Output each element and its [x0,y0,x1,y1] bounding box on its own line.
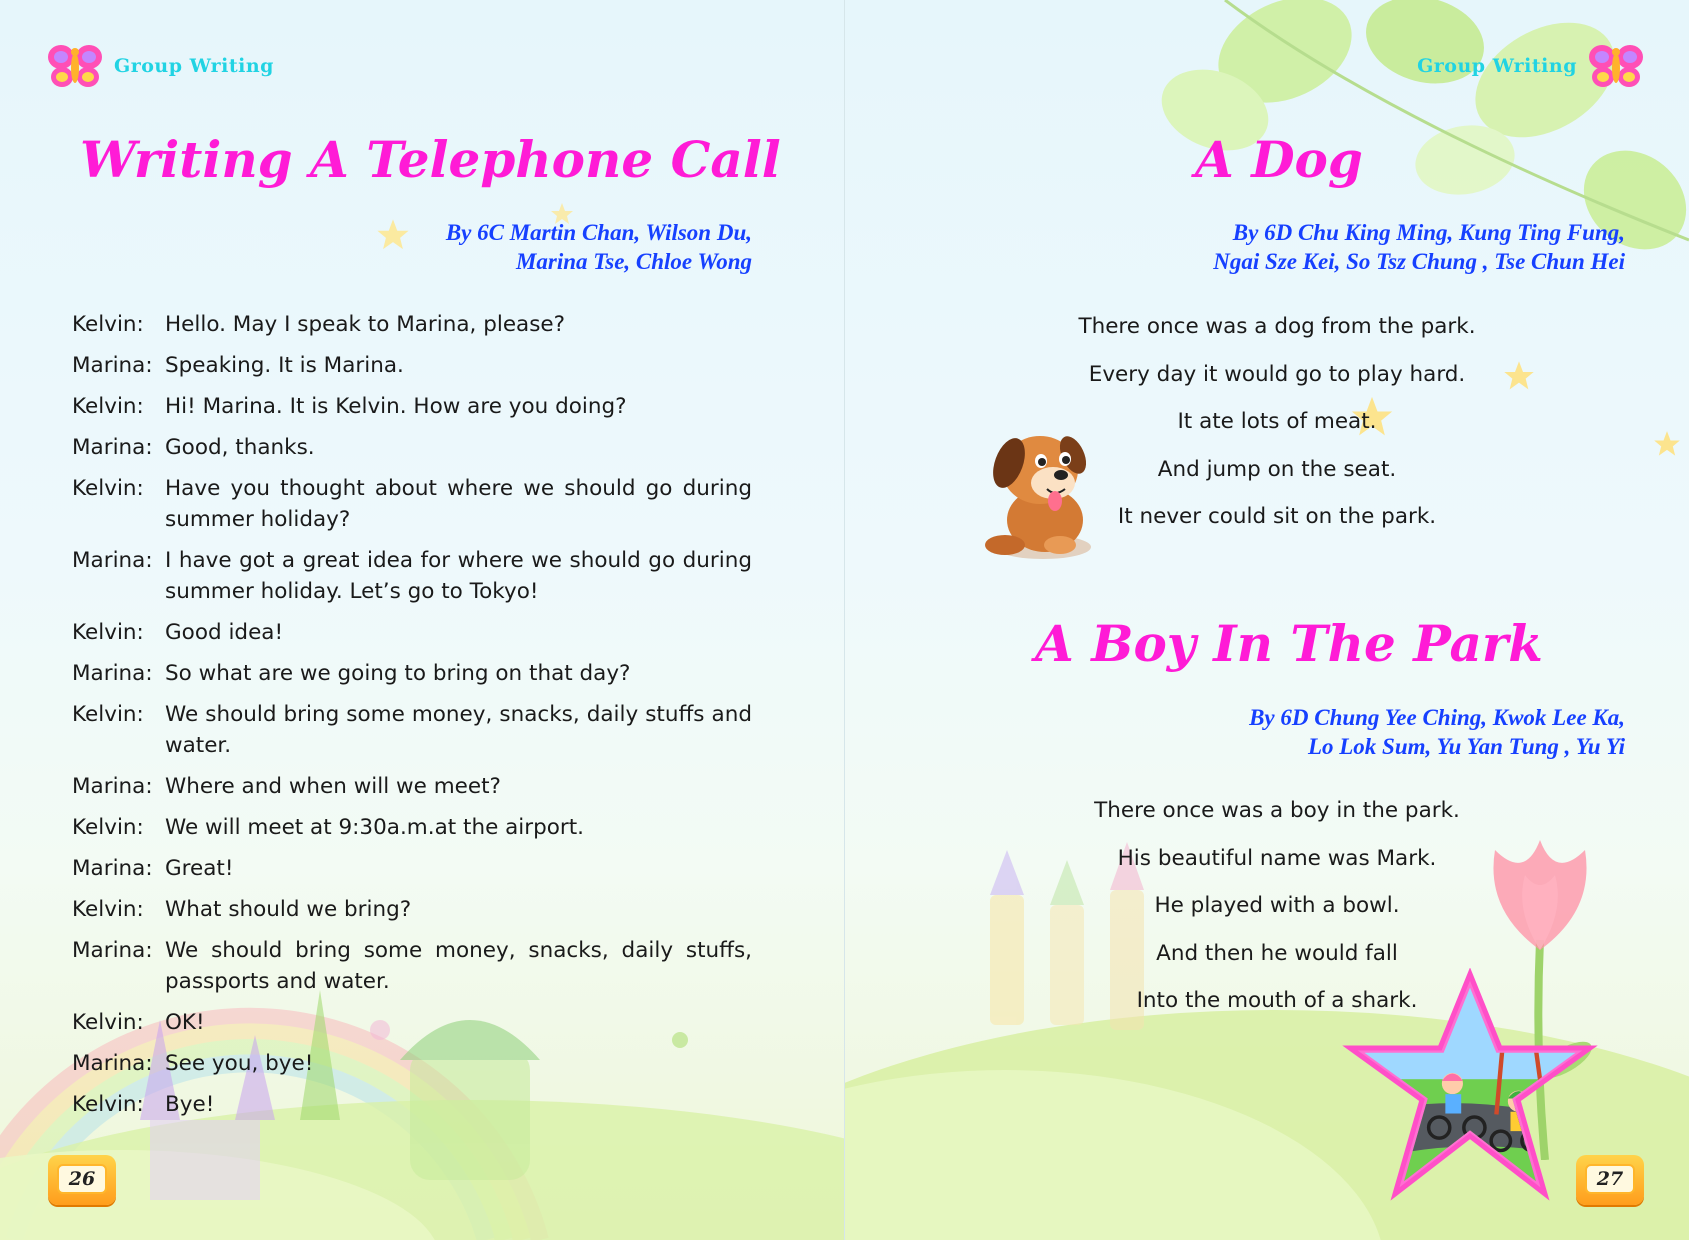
poem-line: It ate lots of meat. [1177,409,1377,434]
byline-line: By 6C Martin Chan, Wilson Du, [445,220,752,245]
speech: OK! [165,1010,205,1035]
speech: We should bring some money, snacks, daily stuffs and water. [165,702,752,758]
poem-line: It never could sit on the park. [1117,504,1437,529]
speech: Good idea! [165,620,284,645]
speech: Speaking. It is Marina. [165,353,404,378]
dialogue-line [72,1007,752,1038]
speech: Bye! [165,1092,215,1117]
star-icon [1653,430,1681,458]
dialogue-line [72,935,752,997]
butterfly-icon [46,42,104,90]
speaker: Kelvin: [72,620,144,645]
speech: What should we bring? [165,897,412,922]
speech: We will meet at 9:30a.m.at the airport. [165,815,585,840]
poem-line: And jump on the seat. [1157,456,1397,482]
speaker: Kelvin: [72,702,144,727]
speaker: Kelvin: [72,394,144,419]
byline [1213,218,1625,276]
left-page [0,0,844,1240]
poem-line: There once was a dog from the park. [1078,314,1476,339]
dialogue-line [72,617,752,648]
speech: We should bring some money, snacks, daily stuffs, passports and water. [165,938,752,994]
byline-line: By 6D Chung Yee Ching, Kwok Lee Ka, [1249,705,1625,730]
speaker: Marina: [72,661,153,686]
speaker: Marina: [72,938,153,963]
page-number [1576,1155,1644,1205]
speaker: Kelvin: [72,312,144,337]
header-label: Group Writing [1417,55,1577,77]
dialogue-line [72,853,752,884]
speaker: Marina: [72,774,153,799]
dialogue-line [72,812,752,843]
speech: Where and when will we meet? [165,774,501,799]
poem-line: His beautiful name was Mark. [1117,845,1437,871]
dialogue-line [72,658,752,689]
star-icon [376,218,410,252]
speaker: Kelvin: [72,897,144,922]
dialogue-line [72,432,752,463]
speaker: Marina: [72,353,153,378]
dialogue-line [72,771,752,802]
speaker: Marina: [72,435,153,460]
dialogue [72,309,752,1130]
page-number-label: 27 [1585,1164,1635,1194]
star-photo-frame [1340,968,1600,1203]
poem-line: And then he would fall [1156,940,1398,966]
speaker: Kelvin: [72,815,144,840]
dialogue-line [72,545,752,607]
page-number-label: 26 [57,1164,107,1194]
dialogue-line [72,894,752,925]
dialogue-line [72,1048,752,1079]
byline [1249,703,1625,761]
right-page [845,0,1689,1240]
dialogue-line [72,350,752,381]
butterfly-icon [1587,42,1645,90]
page-number [48,1155,116,1205]
poem-line: Every day it would go to play hard. [1088,361,1466,387]
dialogue-line [72,391,752,422]
speaker: Kelvin: [72,476,144,501]
byline-line: Marina Tse, Chloe Wong [515,249,752,274]
byline-line: By 6D Chu King Ming, Kung Ting Fung, [1232,220,1625,245]
dog-illustration [975,415,1105,565]
header-label: Group Writing [114,55,274,77]
speaker: Marina: [72,548,153,573]
dialogue-line [72,1089,752,1120]
speech: Have you thought about where we should go during summer holiday? [165,476,752,532]
dialogue-line [72,699,752,761]
page-title: Writing A Telephone Call [80,130,781,189]
byline [446,218,752,276]
page-header [1417,42,1645,90]
speaker: Marina: [72,856,153,881]
poem-line: Into the mouth of a shark. [1136,988,1418,1013]
speech: See you, bye! [165,1051,314,1076]
speech: So what are we going to bring on that day? [165,661,631,686]
speech: I have got a great idea for where we should go during summer holiday. Let’s go to Tokyo! [165,548,752,604]
dialogue-line [72,473,752,535]
poem-title: A Dog [1195,130,1363,189]
speaker: Kelvin: [72,1092,144,1117]
poem-line: There once was a boy in the park. [1094,798,1460,823]
speech: Hello. May I speak to Marina, please? [165,312,566,337]
speaker: Kelvin: [72,1010,144,1035]
speech: Hi! Marina. It is Kelvin. How are you doing? [165,394,627,419]
poem-title: A Boy In The Park [1035,614,1543,673]
byline-line: Lo Lok Sum, Yu Yan Tung , Yu Yi [1307,734,1625,759]
speech: Good, thanks. [165,435,315,460]
dialogue-line [72,309,752,340]
speech: Great! [165,856,234,881]
page-header [46,42,274,90]
poem-line: He played with a bowl. [1154,893,1400,918]
speaker: Marina: [72,1051,153,1076]
byline-line: Ngai Sze Kei, So Tsz Chung , Tse Chun Hei [1213,249,1625,274]
